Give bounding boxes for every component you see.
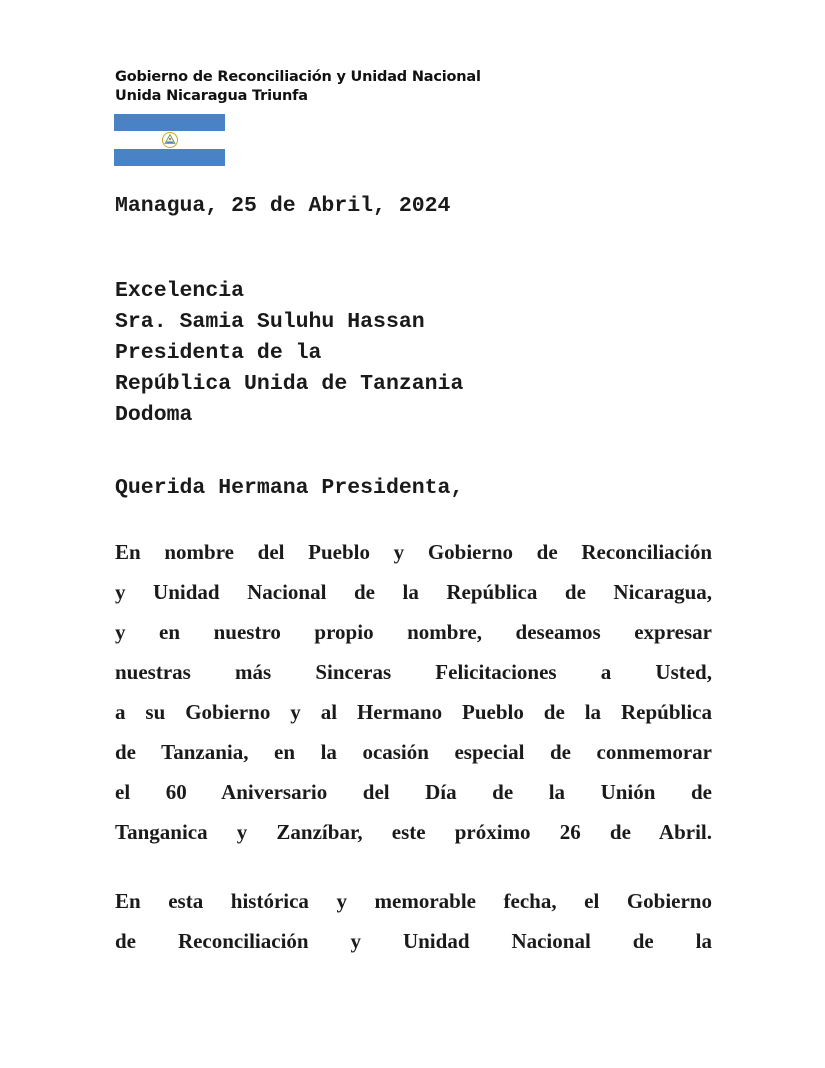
paragraph-line: a su Gobierno y al Hermano Pueblo de la República	[115, 700, 712, 724]
paragraph-line: el 60 Aniversario del Día de la Unión de	[115, 780, 712, 804]
body-paragraph-2	[115, 881, 712, 961]
flag-top-band	[114, 114, 225, 131]
letter-date: Managua, 25 de Abril, 2024	[115, 194, 451, 218]
paragraph-line: de Reconciliación y Unidad Nacional de la	[115, 929, 712, 953]
paragraph-line: En esta histórica y memorable fecha, el Gobierno	[115, 889, 712, 913]
paragraph-line: Tanganica y Zanzíbar, este próximo 26 de Abril.	[115, 820, 712, 844]
letterhead	[115, 68, 481, 106]
paragraph-line: y Unidad Nacional de la República de Nicaragua,	[115, 580, 712, 604]
nicaragua-flag-icon	[114, 114, 225, 166]
letterhead-slogan: Unida Nicaragua Triunfa	[115, 88, 308, 104]
recipient-line: Dodoma	[115, 403, 193, 427]
recipient-line: Sra. Samia Suluhu Hassan	[115, 310, 425, 334]
body-paragraph-1	[115, 532, 712, 852]
recipient-line: República Unida de Tanzania	[115, 372, 464, 396]
paragraph-line: nuestras más Sinceras Felicitaciones a Usted,	[115, 660, 712, 684]
salutation: Querida Hermana Presidenta,	[115, 476, 464, 500]
letterhead-government-name: Gobierno de Reconciliación y Unidad Nacional	[115, 69, 481, 85]
flag-bottom-band	[114, 149, 225, 166]
paragraph-line: de Tanzania, en la ocasión especial de conmemorar	[115, 740, 712, 764]
recipient-line: Presidenta de la	[115, 341, 322, 365]
paragraph-line: En nombre del Pueblo y Gobierno de Reconciliación	[115, 540, 712, 564]
paragraph-line: y en nuestro propio nombre, deseamos expresar	[115, 620, 712, 644]
recipient-block	[115, 276, 463, 431]
recipient-line: Excelencia	[115, 279, 245, 303]
coat-of-arms-icon	[161, 131, 179, 149]
